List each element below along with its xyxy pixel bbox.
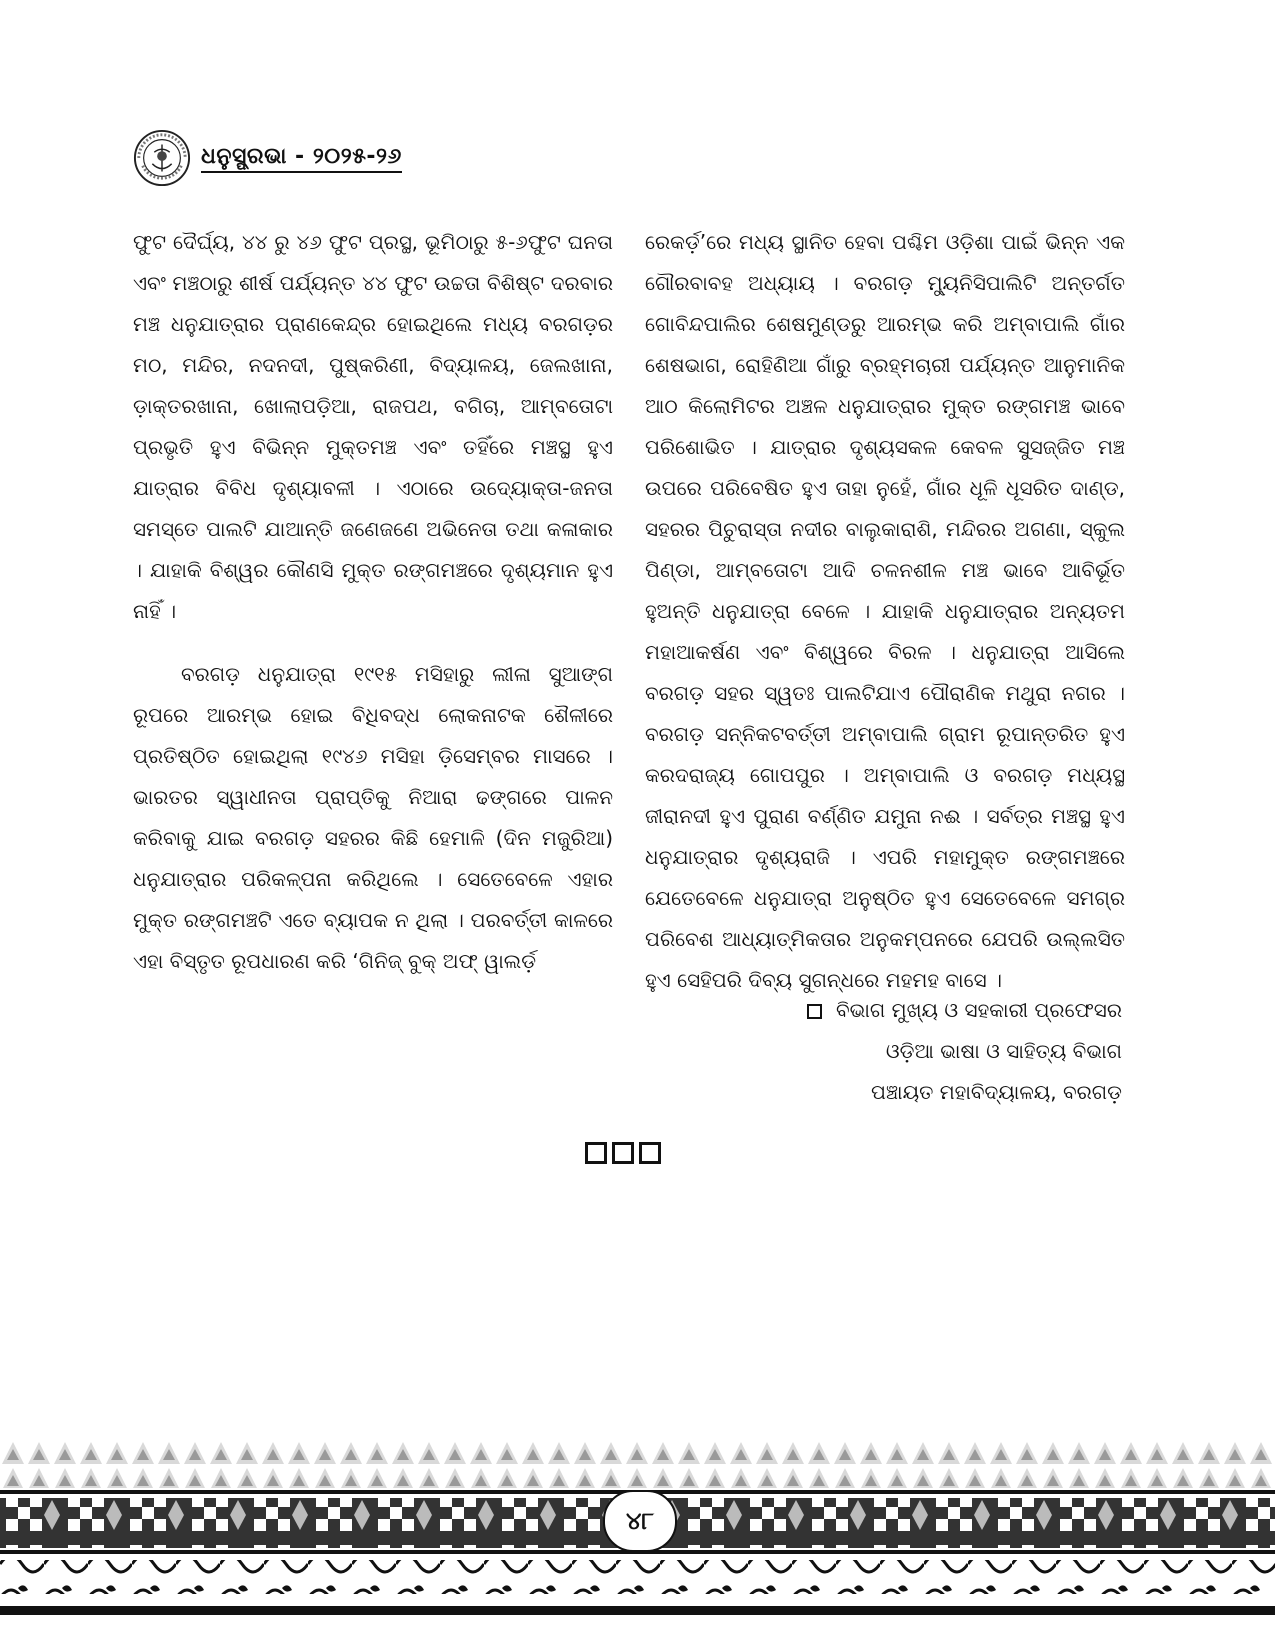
end-of-article-marks (585, 1142, 661, 1164)
author-signature (807, 990, 1122, 1113)
end-square-icon (639, 1142, 661, 1164)
article-left-column (133, 222, 613, 982)
signature-line: ବିଭାଗ ମୁଖ୍ୟ ଓ ସହକାରୀ ପ୍ରଫେସର (807, 990, 1122, 1031)
paragraph: ବରଗଡ଼ ଧନୁଯାତ୍ରା ୧୯୧୫ ମସିହାରୁ ଲୀଳା ସୁଆଙ୍ଗ ରୂପରେ ଆରମ୍ଭ ହୋଇ ବିଧିବଦ୍ଧ ଲୋକନାଟକ ଶୈଳୀରେ ପ୍ରତିଷ୍ଠିତ ହୋଇଥିଲା ୧୯୪୬ ମସିହା ଡ଼ିସେମ୍ବର ମାସରେ । ଭାରତର ସ୍ୱାଧୀନତା ପ୍ରାପ୍ତିକୁ ନିଆରା ଢଙ୍ଗରେ ପାଳନ କରିବାକୁ ଯାଇ ବରଗଡ଼ ସହରର କିଛି ହେମାଳି (ଦିନ ମଜୁରିଆ) ଧନୁଯାତ୍ରାର ପରିକଳ୍ପନା କରିଥିଲେ । ସେତେବେଳେ ଏହାର ମୁକ୍ତ ରଙ୍ଗମଞ୍ଚଟି ଏତେ ବ୍ୟାପକ ନ ଥିଲା । ପରବର୍ତ୍ତୀ କାଳରେ ଏହା ବିସ୍ତୃତ ରୂପଧାରଣ କରି ‘ଗିନିଜ୍ ବୁକ୍ ଅଫ୍ ୱାଲର୍ଡ଼ (133, 662, 613, 973)
signature-line: ପଞ୍ଚାୟତ ମହାବିଦ୍ୟାଳୟ, ବରଗଡ଼ (871, 1080, 1122, 1104)
signature-line: ଓଡ଼ିଆ ଭାଷା ଓ ସାହିତ୍ୟ ବିଭାଗ (885, 1039, 1122, 1063)
page-title: ଧନୁସ୍ପ୍ରଭା - ୨୦୨୫-୨୬ (201, 144, 402, 173)
article-right-column (645, 222, 1125, 1001)
end-square-icon (585, 1142, 607, 1164)
page-header (133, 128, 402, 188)
paragraph: ଫୁଟ ଦୈର୍ଘ୍ୟ, ୪୪ ରୁ ୪୬ ଫୁଟ ପ୍ରସ୍ଥ, ଭୂମିଠାରୁ ୫-୬ଫୁଟ ଘନତା ଏବଂ ମଞ୍ଚଠାରୁ ଶୀର୍ଷ ପର୍ଯ୍ୟନ୍ତ ୪୪ ଫୁଟ ଉଚ୍ଚତା ବିଶିଷ୍ଟ ଦରବାର ମଞ୍ଚ ଧନୁଯାତ୍ରାର ପ୍ରାଣକେନ୍ଦ୍ର ହୋଇଥିଲେ ମଧ୍ୟ ବରଗଡ଼ର ମଠ, ମନ୍ଦିର, ନଦନଦୀ, ପୁଷ୍କରିଣୀ, ବିଦ୍ୟାଳୟ, ଜେଲଖାନା, ଡ଼ାକ୍ତରଖାନା, ଖୋଲାପଡ଼ିଆ, ରାଜପଥ, ବଗିଚା, ଆମ୍ବତୋଟା ପ୍ରଭୃତି ହୁଏ ବିଭିନ୍ନ ମୁକ୍ତମଞ୍ଚ ଏବଂ ତହିଁରେ ମଞ୍ଚସ୍ଥ ହୁଏ ଯାତ୍ରାର ବିବିଧ ଦୃଶ୍ୟାବଳୀ । ଏଠାରେ ଉଦ୍ୟୋକ୍ତା-ଜନତା ସମସ୍ତେ ପାଲଟି ଯାଆନ୍ତି ଜଣେଜଣେ ଅଭିନେତା ତଥା କଳାକାର । ଯାହାକି ବିଶ୍ୱର କୌଣସି ମୁକ୍ତ ରଙ୍ଗମଞ୍ଚରେ ଦୃଶ୍ୟମାନ ହୁଏ ନାହିଁ । (133, 230, 613, 623)
college-seal-icon (133, 129, 191, 187)
page-number: ୪୮ (603, 1490, 677, 1552)
square-bullet-icon (807, 1004, 822, 1019)
paragraph: ରେକର୍ଡ଼’ରେ ମଧ୍ୟ ସ୍ଥାନିତ ହେବା ପଶ୍ଚିମ ଓଡ଼ିଶା ପାଇଁ ଭିନ୍ନ ଏକ ଗୌରବାବହ ଅଧ୍ୟାୟ । ବରଗଡ଼ ମ୍ୟୁନିସିପାଲିଟି ଅନ୍ତର୍ଗତ ଗୋବିନ୍ଦପାଲିର ଶେଷମୁଣ୍ଡରୁ ଆରମ୍ଭ କରି ଅମ୍ବାପାଲି ଗାଁର ଶେଷଭାଗ, ରୋହିଣିଆ ଗାଁରୁ ବ୍ରହ୍ମଚାରୀ ପର୍ଯ୍ୟନ୍ତ ଆନୁମାନିକ ଆଠ କିଲୋମିଟର ଅଞ୍ଚଳ ଧନୁଯାତ୍ରାର ମୁକ୍ତ ରଙ୍ଗମଞ୍ଚ ଭାବେ ପରିଶୋଭିତ । ଯାତ୍ରାର ଦୃଶ୍ୟସକଳ କେବଳ ସୁସଜ୍ଜିତ ମଞ୍ଚ ଉପରେ ପରିବେଷିତ ହୁଏ ତାହା ନୁହେଁ, ଗାଁର ଧୂଳି ଧୂସରିତ ଦାଣ୍ଡ, ସହରର ପିଚୁରାସ୍ତା ନଦୀର ବାଲୁକାରାଶି, ମନ୍ଦିରର ଅଗଣା, ସ୍କୁଲ ପିଣ୍ଡା, ଆମ୍ବତୋଟା ଆଦି ଚଳନଶୀଳ ମଞ୍ଚ ଭାବେ ଆବିର୍ଭୂତ ହୁଅନ୍ତି ଧନୁଯାତ୍ରା ବେଳେ । ଯାହାକି ଧନୁଯାତ୍ରାର ଅନ୍ୟତମ ମହାଆକର୍ଷଣ ଏବଂ ବିଶ୍ୱରେ ବିରଳ । ଧନୁଯାତ୍ରା ଆସିଲେ ବରଗଡ଼ ସହର ସ୍ୱତଃ ପାଲଟିଯାଏ ପୌରାଣିକ ମଥୁରା ନଗର । ବରଗଡ଼ ସନ୍ନିକଟବର୍ତ୍ତୀ ଅମ୍ବାପାଲି ଗ୍ରାମ ରୂପାନ୍ତରିତ ହୁଏ କରଦରାଜ୍ୟ ଗୋପପୁର । ଅମ୍ବାପାଲି ଓ ବରଗଡ଼ ମଧ୍ୟସ୍ଥ ଜୀରାନଦୀ ହୁଏ ପୁରାଣ ବର୍ଣ୍ଣିତ ଯମୁନା ନଈ । ସର୍ବତ୍ର ମଞ୍ଚସ୍ଥ ହୁଏ ଧନୁଯାତ୍ରାର ଦୃଶ୍ୟରାଜି । ଏପରି ମହାମୁକ୍ତ ରଙ୍ଗମଞ୍ଚରେ ଯେତେବେଳେ ଧନୁଯାତ୍ରା ଅନୁଷ୍ଠିତ ହୁଏ ସେତେବେଳେ ସମଗ୍ର ପରିବେଶ ଆଧ୍ୟାତ୍ମିକତାର ଅନୁକମ୍ପନରେ ଯେପରି ଉଲ୍ଲସିତ ହୁଏ ସେହିପରି ଦିବ୍ୟ ସୁଗନ୍ଧରେ ମହମହ ବାସେ । (645, 230, 1125, 992)
end-square-icon (612, 1142, 634, 1164)
